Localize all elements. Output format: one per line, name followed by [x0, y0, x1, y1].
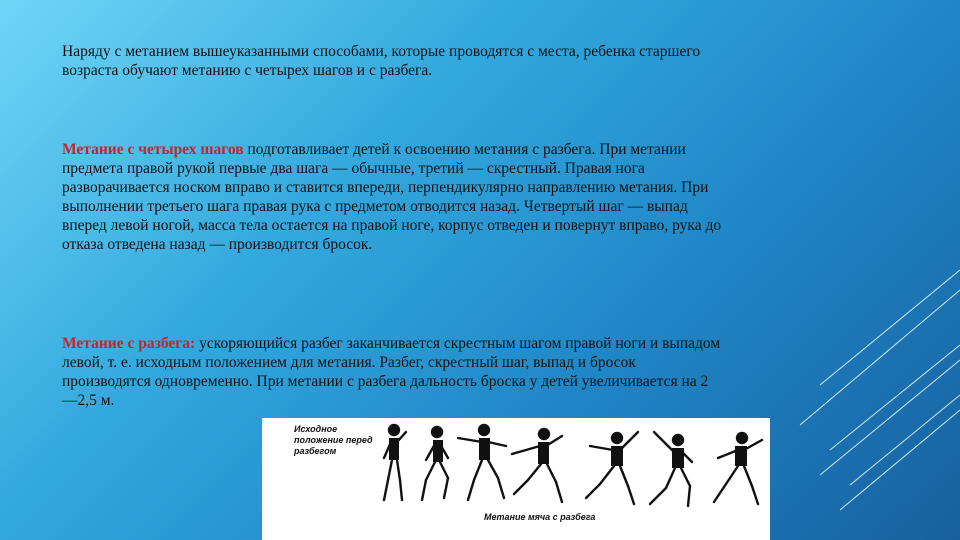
- four-steps-text: подготавливает детей к освоению метания с разбега. При метании предмета правой рукой первые два шага — обычные, третий — скрестный. Правая нога разворачивается носком вправо и ставится впереди, перпендикулярно направлению метания. При выполнении третьего шага правая рука с предметом отводится назад. Четвертый шаг — выпад вперед левой ногой, масса тела остается на правой ноге, корпус отведен и повернут вправо, рука до отказа отведена назад — производится бросок.: [62, 141, 722, 253]
- throwing-illustration: [262, 418, 770, 540]
- athlete-figure: [650, 432, 692, 506]
- figure-label-start-position: Исходное положение перед разбегом: [294, 424, 373, 456]
- intro-paragraph: [62, 42, 722, 80]
- run-up-heading: Метание с разбега:: [62, 335, 196, 352]
- four-steps-heading: Метание с четырех шагов: [62, 141, 244, 158]
- athlete-figure: [384, 425, 406, 500]
- athlete-figure: [512, 429, 562, 502]
- athlete-figure: [714, 433, 762, 504]
- intro-text: Наряду с метанием вышеуказанными способами, которые проводятся с места, ребенка старшего возраста обучают метанию с четырех шагов и с разбега.: [62, 43, 701, 79]
- athlete-figure: [586, 432, 638, 504]
- athlete-figure: [422, 427, 448, 500]
- athlete-figure: [458, 425, 506, 500]
- run-up-paragraph: [62, 334, 722, 410]
- four-steps-paragraph: [62, 140, 722, 254]
- figure-caption: Метание мяча с разбега: [484, 512, 596, 522]
- run-up-text: ускоряющийся разбег заканчивается скрестным шагом правой ноги и выпадом левой, т. е. исходным положением для метания. Разбег, скрестный шаг, выпад и бросок производятся одновременно. При метании с разбега дальность броска у детей увеличивается на 2—2,5 м.: [62, 335, 721, 409]
